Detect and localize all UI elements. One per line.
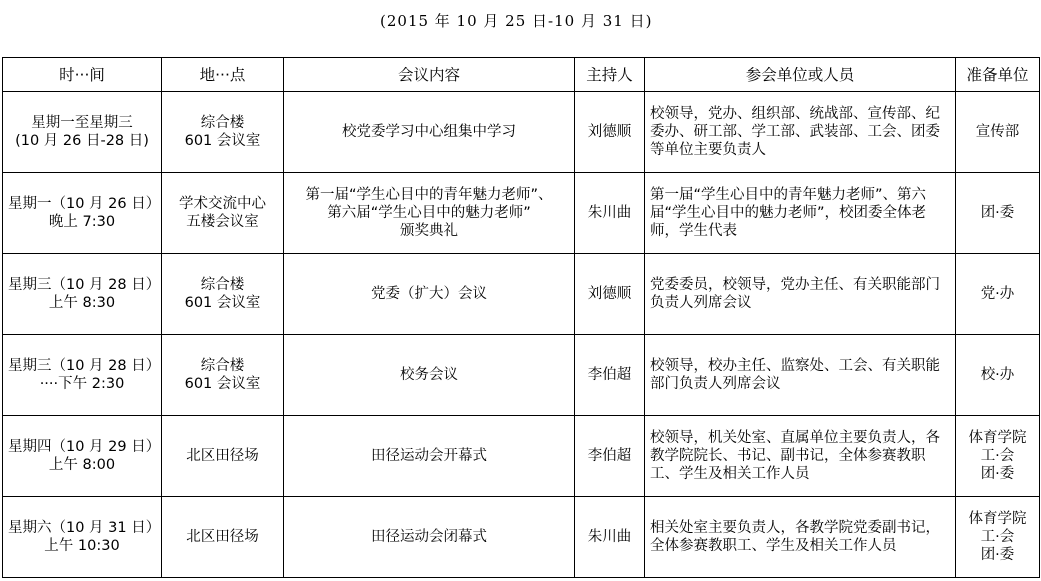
time-cell <box>3 335 162 416</box>
time-cell-line: ····下午 2:30 <box>39 376 125 392</box>
place-cell-line: 北区田径场 <box>186 529 259 545</box>
attendees-cell: 第一届“学生心目中的青年魅力老师”、第六届“学生心目中的魅力老师”，校团委全体老师，学生代表 <box>645 173 956 254</box>
time-cell-line: 晚上 7:30 <box>48 214 116 230</box>
column-header-prep-unit: 准备单位 <box>956 58 1040 92</box>
time-cell-line: 星期三（10 月 28 日） <box>8 277 161 293</box>
prep-unit-cell-line: 宣传部 <box>975 124 1020 140</box>
attendees-cell: 相关处室主要负责人，各教学院党委副书记，全体参赛教职工、学生及相关工作人员 <box>645 497 956 578</box>
place-cell-line: 综合楼 <box>200 115 245 131</box>
prep-unit-cell-line: 团·委 <box>980 205 1015 221</box>
table-row <box>3 335 1040 416</box>
place-cell <box>162 254 284 335</box>
place-cell <box>162 173 284 254</box>
host-cell: 朱川曲 <box>575 497 645 578</box>
prep-unit-cell-line: 体育学院 <box>968 430 1027 446</box>
content-cell <box>284 173 575 254</box>
time-cell <box>3 497 162 578</box>
prep-unit-cell-line: 工·会 <box>980 529 1015 545</box>
prep-unit-cell <box>956 335 1040 416</box>
table-row <box>3 92 1040 173</box>
place-cell <box>162 92 284 173</box>
place-cell-line: 601 会议室 <box>184 376 261 392</box>
prep-unit-cell <box>956 173 1040 254</box>
place-cell <box>162 416 284 497</box>
prep-unit-cell-line: 团·委 <box>980 466 1015 482</box>
time-cell-line: 上午 8:00 <box>48 457 116 473</box>
content-cell-line: 第一届“学生心目中的青年魅力老师”、 <box>305 187 553 203</box>
prep-unit-cell <box>956 254 1040 335</box>
date-range-heading: (2015 年 10 月 25 日-10 月 31 日) <box>380 12 653 30</box>
content-cell-line: 田径运动会开幕式 <box>371 448 487 464</box>
column-header-time: 时···间 <box>3 58 162 92</box>
time-cell-line: 上午 10:30 <box>44 538 120 554</box>
prep-unit-cell-line: 体育学院 <box>968 511 1027 527</box>
time-cell <box>3 173 162 254</box>
column-header-attendees: 参会单位或人员 <box>645 58 956 92</box>
content-cell-line: 颁奖典礼 <box>400 223 458 239</box>
attendees-cell: 党委委员，校领导，党办主任、有关职能部门负责人列席会议 <box>645 254 956 335</box>
time-cell <box>3 254 162 335</box>
content-cell-line: 第六届“学生心目中的魅力老师” <box>327 205 531 221</box>
column-header-host: 主持人 <box>575 58 645 92</box>
column-header-content: 会议内容 <box>284 58 575 92</box>
table-body <box>3 92 1040 578</box>
prep-unit-cell <box>956 92 1040 173</box>
meeting-schedule-table <box>2 57 1040 578</box>
table-header-row <box>3 58 1040 92</box>
place-cell <box>162 335 284 416</box>
attendees-cell: 校领导，校办主任、监察处、工会、有关职能部门负责人列席会议 <box>645 335 956 416</box>
content-cell-line: 田径运动会闭幕式 <box>371 529 487 545</box>
host-cell: 李伯超 <box>575 416 645 497</box>
time-cell-line: 星期三（10 月 28 日） <box>8 358 161 374</box>
time-cell-line: 星期一（10 月 26 日） <box>8 196 161 212</box>
table-row <box>3 173 1040 254</box>
time-cell-line: (10 月 26 日-28 日) <box>15 133 149 149</box>
prep-unit-cell <box>956 497 1040 578</box>
attendees-cell: 校领导，党办、组织部、统战部、宣传部、纪委办、研工部、学工部、武装部、工会、团委等单位主要负责人 <box>645 92 956 173</box>
table-row <box>3 416 1040 497</box>
content-cell-line: 党委（扩大）会议 <box>371 286 487 302</box>
time-cell <box>3 416 162 497</box>
content-cell <box>284 92 575 173</box>
content-cell-line: 校务会议 <box>400 367 458 383</box>
prep-unit-cell-line: 工·会 <box>980 448 1015 464</box>
prep-unit-cell-line: 党·办 <box>980 286 1015 302</box>
time-cell <box>3 92 162 173</box>
place-cell-line: 综合楼 <box>200 358 245 374</box>
place-cell-line: 综合楼 <box>200 277 245 293</box>
prep-unit-cell-line: 团·委 <box>980 547 1015 563</box>
table-row <box>3 497 1040 578</box>
prep-unit-cell <box>956 416 1040 497</box>
place-cell-line: 601 会议室 <box>184 295 261 311</box>
host-cell: 刘德顺 <box>575 92 645 173</box>
attendees-cell: 校领导，机关处室、直属单位主要负责人，各教学院院长、书记、副书记，全体参赛教职工、学生及相关工作人员 <box>645 416 956 497</box>
host-cell: 刘德顺 <box>575 254 645 335</box>
content-cell <box>284 416 575 497</box>
place-cell-line: 北区田径场 <box>186 448 259 464</box>
content-cell <box>284 497 575 578</box>
time-cell-line: 星期一至星期三 <box>31 115 133 131</box>
place-cell <box>162 497 284 578</box>
prep-unit-cell-line: 校·办 <box>980 367 1015 383</box>
table-row <box>3 254 1040 335</box>
time-cell-line: 上午 8:30 <box>48 295 116 311</box>
content-cell <box>284 254 575 335</box>
place-cell-line: 学术交流中心 <box>179 196 266 212</box>
content-cell-line: 校党委学习中心组集中学习 <box>342 124 516 140</box>
content-cell <box>284 335 575 416</box>
host-cell: 李伯超 <box>575 335 645 416</box>
time-cell-line: 星期六（10 月 31 日） <box>8 520 161 536</box>
place-cell-line: 五楼会议室 <box>186 214 259 230</box>
host-cell: 朱川曲 <box>575 173 645 254</box>
time-cell-line: 星期四（10 月 29 日） <box>8 439 161 455</box>
place-cell-line: 601 会议室 <box>184 133 261 149</box>
column-header-place: 地···点 <box>162 58 284 92</box>
